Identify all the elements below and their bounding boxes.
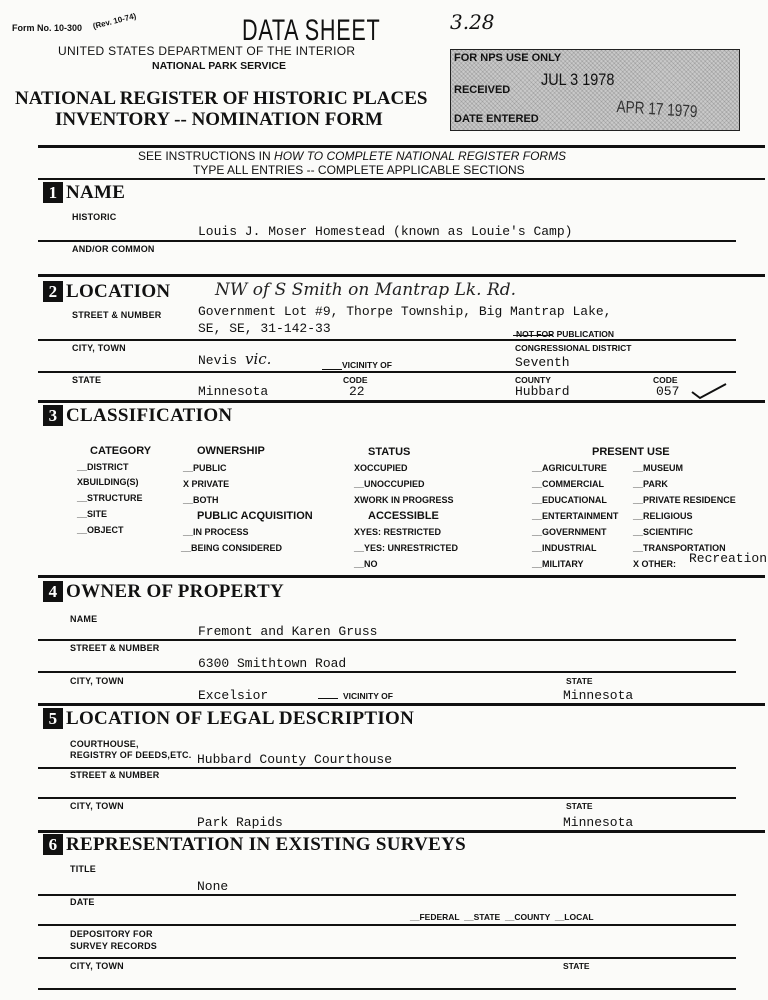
section-number: 4 (43, 581, 63, 602)
street-value: Government Lot #9, Thorpe Township, Big Mantrap Lake, (198, 304, 612, 319)
present-use-option: __AGRICULTURE (532, 463, 607, 473)
service-name: NATIONAL PARK SERVICE (152, 60, 286, 72)
accessible-option: __YES: UNRESTRICTED (354, 543, 459, 553)
city-label: CITY, TOWN (72, 343, 126, 353)
present-use-option: __COMMERCIAL (532, 479, 605, 489)
state-label: STATE (72, 375, 102, 385)
historic-name-value: Louis J. Moser Homestead (known as Louie's Camp) (198, 224, 573, 239)
divider (38, 671, 736, 673)
county-code-value: 057 (656, 384, 680, 399)
received-date-stamp: JUL 3 1978 (541, 70, 615, 89)
legal-city-label: CITY, TOWN (70, 801, 124, 811)
owner-name-label: NAME (70, 614, 98, 624)
category-option: __STRUCTURE (77, 493, 143, 503)
present-use-option: __EDUCATIONAL (532, 495, 607, 505)
present-use-header: PRESENT USE (592, 446, 670, 458)
category-option: __SITE (77, 509, 108, 519)
accessible-option: __NO (354, 559, 378, 569)
courthouse-value: Hubbard County Courthouse (197, 752, 393, 767)
instructions-reference: HOW TO COMPLETE NATIONAL REGISTER FORMS (274, 149, 567, 163)
accessible-option: XYES: RESTRICTED (354, 527, 442, 537)
legal-state-label: STATE (566, 801, 593, 811)
section-title: REPRESENTATION IN EXISTING SURVEYS (66, 834, 467, 855)
divider (38, 894, 736, 896)
section-title: NAME (66, 182, 126, 203)
section-number: 5 (43, 708, 63, 729)
other-use-value: Recreation (689, 551, 768, 566)
section-title: CLASSIFICATION (66, 405, 233, 426)
divider (38, 274, 765, 277)
historic-label: HISTORIC (72, 212, 117, 222)
divider (38, 639, 736, 641)
common-name-label: AND/OR COMMON (72, 244, 155, 254)
present-use-option: __RELIGIOUS (633, 511, 693, 521)
divider (38, 178, 765, 180)
divider (38, 797, 736, 799)
acquisition-option: __BEING CONSIDERED (181, 543, 283, 553)
present-use-option: __MILITARY (532, 559, 584, 569)
instructions-prefix: SEE INSTRUCTIONS IN (138, 149, 271, 163)
congressional-district-value: Seventh (515, 355, 570, 370)
survey-records-label: SURVEY RECORDS (70, 941, 157, 951)
section-number: 6 (43, 834, 63, 855)
instructions-line2: TYPE ALL ENTRIES -- COMPLETE APPLICABLE SECTIONS (193, 163, 525, 177)
handwritten-vicinity-note: vic. (245, 350, 272, 368)
divider (38, 767, 736, 769)
divider (38, 830, 765, 833)
congressional-district-label: CONGRESSIONAL DISTRICT (515, 343, 632, 353)
vicinity-label: VICINITY OF (342, 360, 392, 370)
entered-date-stamp: APR 17 1979 (616, 97, 698, 122)
owner-city-label: CITY, TOWN (70, 676, 124, 686)
section-number: 3 (43, 405, 63, 426)
survey-level-options: __FEDERAL __STATE __COUNTY __LOCAL (410, 912, 594, 922)
check-mark-icon (690, 380, 730, 400)
survey-date-label: DATE (70, 897, 95, 907)
street-value-line2: SE, SE, 31-142-33 (198, 321, 331, 336)
survey-title-label: TITLE (70, 864, 96, 874)
handwritten-number: 3.28 (450, 10, 495, 34)
owner-name-value: Fremont and Karen Gruss (198, 624, 378, 639)
divider (38, 988, 736, 990)
courthouse-label: COURTHOUSE, (70, 739, 139, 749)
present-use-option: __PRIVATE RESIDENCE (633, 495, 736, 505)
ownership-option: __PUBLIC (183, 463, 227, 473)
divider (38, 240, 736, 242)
category-option: __OBJECT (77, 525, 124, 535)
form-title-line1: NATIONAL REGISTER OF HISTORIC PLACES (15, 88, 428, 109)
form-number: Form No. 10-300 (12, 23, 83, 33)
blank-line (318, 698, 338, 699)
present-use-option: __TRANSPORTATION (633, 543, 726, 553)
divider (38, 957, 736, 959)
data-sheet-stamp: DATA SHEET (242, 14, 381, 47)
public-acquisition-header: PUBLIC ACQUISITION (197, 510, 313, 522)
present-use-option: __SCIENTIFIC (633, 527, 694, 537)
street-label: STREET & NUMBER (72, 310, 162, 320)
section-1-heading (43, 182, 125, 204)
status-header: STATUS (368, 446, 411, 458)
nps-use-label: FOR NPS USE ONLY (454, 52, 562, 64)
present-use-option: __MUSEUM (633, 463, 684, 473)
ownership-option: __BOTH (183, 495, 219, 505)
ownership-option: X PRIVATE (183, 479, 230, 489)
category-header: CATEGORY (90, 445, 152, 457)
status-option: __UNOCCUPIED (354, 479, 425, 489)
section-3-heading (43, 405, 232, 427)
section-title: LOCATION (66, 281, 171, 302)
code-label: CODE (343, 375, 368, 385)
handwritten-location-note: NW of S Smith on Mantrap Lk. Rd. (215, 280, 517, 300)
department-name: UNITED STATES DEPARTMENT OF THE INTERIOR (58, 44, 356, 58)
divider (38, 339, 736, 341)
owner-vicinity-label: VICINITY OF (343, 691, 393, 701)
divider (38, 924, 736, 926)
section-number: 2 (43, 281, 63, 302)
form-revision: (Rev. 10-74) (91, 11, 138, 31)
section-5-heading (43, 708, 414, 730)
received-label: RECEIVED (454, 84, 511, 96)
category-option: __DISTRICT (77, 462, 129, 472)
depository-label: DEPOSITORY FOR (70, 929, 153, 939)
divider (38, 703, 765, 706)
registry-label: REGISTRY OF DEEDS,ETC. (70, 750, 192, 760)
present-use-option: __ENTERTAINMENT (532, 511, 619, 521)
section-2-heading (43, 281, 170, 303)
form-title-line2: INVENTORY -- NOMINATION FORM (55, 109, 383, 130)
divider (38, 400, 765, 403)
not-for-publication-label: NOT FOR PUBLICATION (516, 329, 615, 339)
county-code-label: CODE (653, 375, 678, 385)
category-option: XBUILDING(S) (77, 477, 139, 487)
present-use-option: __INDUSTRIAL (532, 543, 597, 553)
section-title: LOCATION OF LEGAL DESCRIPTION (66, 708, 415, 729)
legal-city-value: Park Rapids (197, 815, 283, 830)
nps-use-box (450, 49, 740, 131)
section-4-heading (43, 581, 284, 603)
divider (38, 371, 736, 373)
status-option: XWORK IN PROGRESS (354, 495, 454, 505)
city-value: Nevis (198, 353, 238, 368)
instructions-line1 (138, 149, 566, 163)
acquisition-option: __IN PROCESS (183, 527, 249, 537)
legal-street-label: STREET & NUMBER (70, 770, 160, 780)
present-use-option: __PARK (633, 479, 668, 489)
legal-state-value: Minnesota (563, 815, 634, 830)
owner-state-label: STATE (566, 676, 593, 686)
county-value: Hubbard (515, 384, 570, 399)
section-6-heading (43, 834, 466, 856)
status-option: XOCCUPIED (354, 463, 408, 473)
county-label: COUNTY (515, 375, 551, 385)
survey-state-label: STATE (563, 961, 590, 971)
owner-street-value: 6300 Smithtown Road (198, 656, 347, 671)
survey-title-value: None (197, 879, 229, 894)
accessible-header: ACCESSIBLE (368, 510, 439, 522)
state-value: Minnesota (198, 384, 269, 399)
date-entered-label: DATE ENTERED (454, 113, 539, 125)
owner-street-label: STREET & NUMBER (70, 643, 160, 653)
survey-city-label: CITY, TOWN (70, 961, 124, 971)
divider (38, 145, 765, 148)
blank-line (322, 369, 342, 370)
state-code-value: 22 (349, 384, 365, 399)
owner-city-value: Excelsior (198, 688, 269, 703)
section-title: OWNER OF PROPERTY (66, 581, 285, 602)
present-use-option: X OTHER: (633, 559, 677, 569)
owner-state-value: Minnesota (563, 688, 634, 703)
ownership-header: OWNERSHIP (197, 445, 265, 457)
divider (38, 575, 765, 578)
present-use-option: __GOVERNMENT (532, 527, 607, 537)
section-number: 1 (43, 182, 63, 203)
